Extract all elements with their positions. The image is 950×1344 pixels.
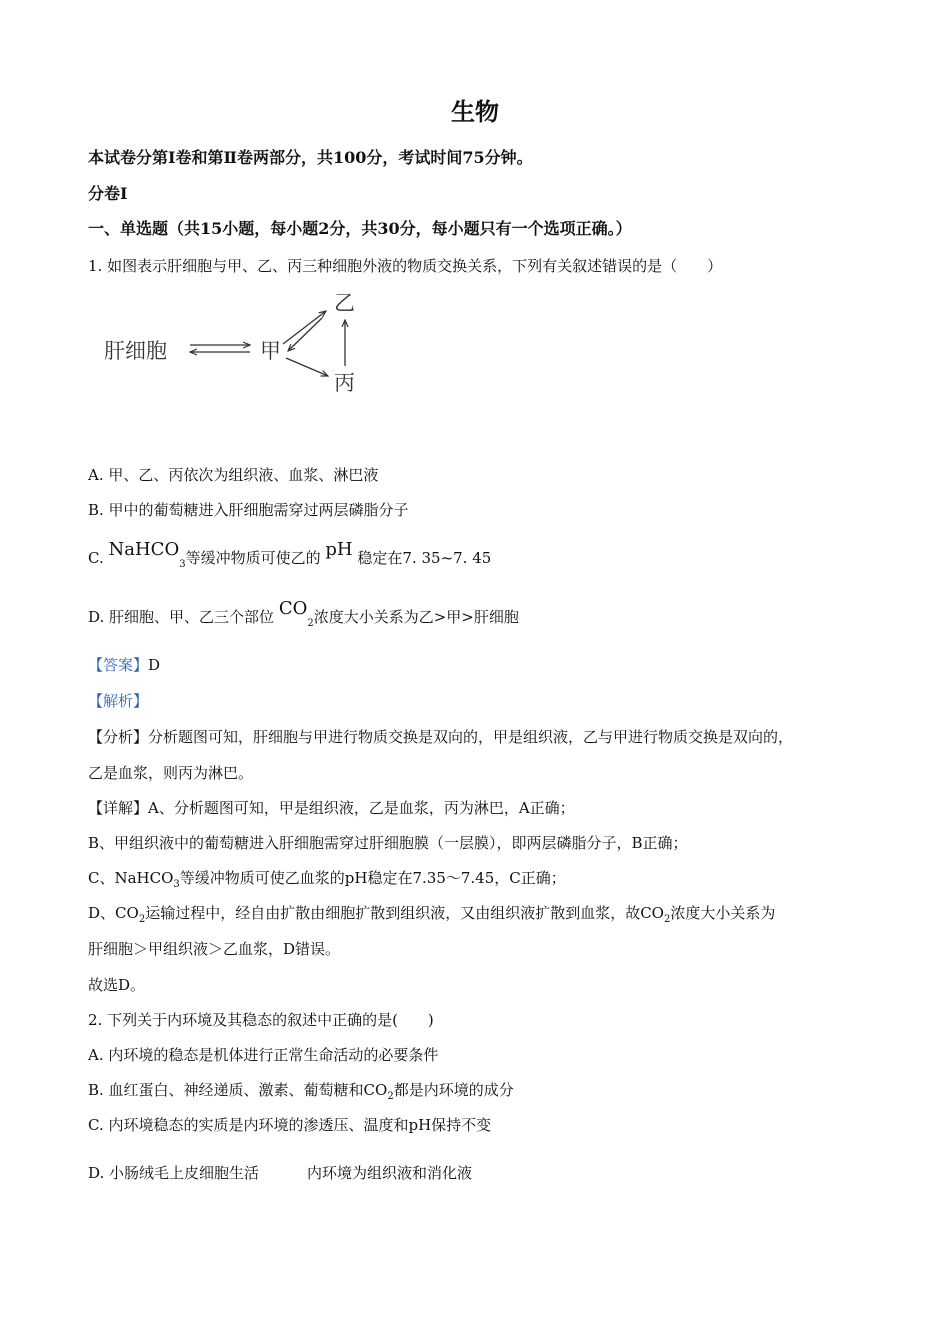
exam-intro: 本试卷分第Ⅰ卷和第Ⅱ卷两部分，共100分，考试时间75分钟。	[88, 148, 533, 167]
question-2-stem: 2. 下列关于内环境及其稳态的叙述中正确的是( )	[88, 1011, 434, 1029]
question-1-stem: 1. 如图表示肝细胞与甲、乙、丙三种细胞外液的物质交换关系，下列有关叙述错误的是（ ）	[88, 257, 723, 275]
xiangjie-a: 【详解】A、分析题图可知，甲是组织液，乙是血浆，丙为淋巴，A正确；	[88, 799, 575, 817]
arrow-jia-to-yi	[283, 311, 326, 344]
diagram-label-bing: 丙	[334, 371, 355, 395]
question-1-option-a: A. 甲、乙、丙依次为组织液、血浆、淋巴液	[88, 466, 379, 484]
answer-value: D	[148, 656, 161, 674]
xiangjie-d-line-1: D、$CO_2$运输过程中，经自由扩散由细胞扩散到组织液，又由组织液扩散到血浆，故$CO_2$浓度大小关系为	[88, 904, 776, 925]
question-2-option-a: A. 内环境的稳态是机体进行正常生命活动的必要条件	[88, 1046, 439, 1064]
xiangjie-c: C、NaHCO$_3$等缓冲物质可使乙血浆的pH稳定在7.35～7.45，C正确；	[88, 869, 566, 890]
section-label: 分卷I	[88, 184, 128, 203]
exchange-diagram	[100, 286, 380, 398]
xiangjie-d-line-2: 肝细胞＞甲组织液＞乙血浆，D错误。	[88, 940, 341, 958]
question-1-option-d: D. 肝细胞、甲、乙三个部位 $CO_2$浓度大小关系为乙>甲>肝细胞	[88, 598, 519, 629]
question-2-option-d: D. 小肠绒毛上皮细胞生活 内环境为组织液和消化液	[88, 1164, 473, 1182]
analysis-label: 【解析】	[88, 692, 149, 710]
fenxi-line-1: 【分析】分析题图可知，肝细胞与甲进行物质交换是双向的，甲是组织液，乙与甲进行物质交换是双向的，	[88, 728, 794, 746]
diagram-label-yi: 乙	[334, 291, 355, 315]
part-heading: 一、单选题（共15小题，每小题2分，共30分，每小题只有一个选项正确。）	[88, 219, 632, 238]
xiangjie-b: B、甲组织液中的葡萄糖进入肝细胞需穿过肝细胞膜（一层膜），即两层磷脂分子，B正确；	[88, 834, 688, 852]
arrow-yi-to-jia	[288, 318, 322, 351]
diagram-label-liver: 肝细胞	[104, 339, 167, 363]
question-2-option-b: B. 血红蛋白、神经递质、激素、葡萄糖和$CO_2$都是内环境的成分	[88, 1081, 514, 1102]
diagram-label-jia: 甲	[260, 339, 281, 363]
answer-label: 【答案】	[88, 656, 149, 674]
page-title: 生物	[451, 97, 499, 126]
fenxi-line-2: 乙是血浆，则丙为淋巴。	[88, 764, 254, 782]
conclusion: 故选D。	[88, 976, 146, 994]
arrow-jia-to-bing	[286, 358, 328, 376]
question-2-option-c: C. 内环境稳态的实质是内环境的渗透压、温度和pH保持不变	[88, 1116, 492, 1134]
question-1-option-b: B. 甲中的葡萄糖进入肝细胞需穿过两层磷脂分子	[88, 501, 409, 519]
question-1-option-c: C. NaHCO$_3$等缓冲物质可使乙的 pH 稳定在7. 35~7. 45	[88, 539, 492, 570]
answer-line	[88, 655, 160, 675]
